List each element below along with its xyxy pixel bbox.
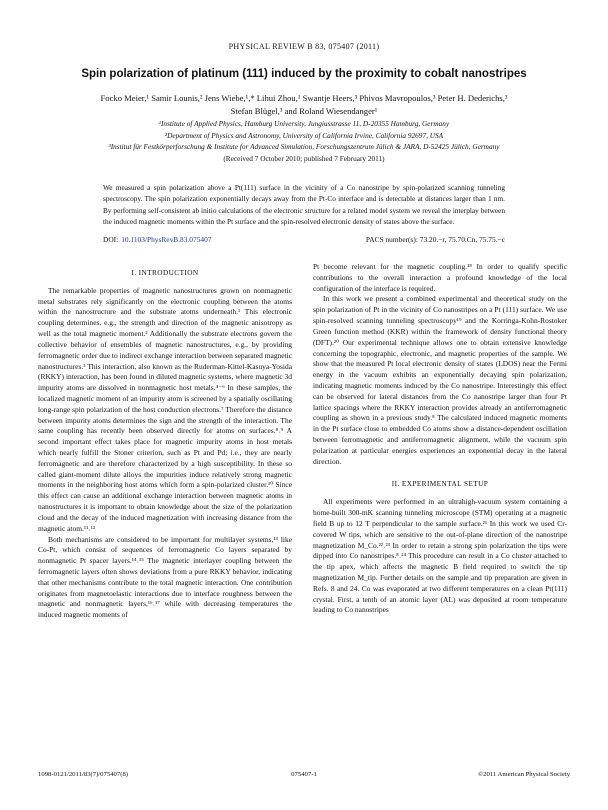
affiliations: [30, 118, 578, 164]
abstract: We measured a spin polarization above a Pt(111) surface in the vicinity of a Co nanostripe by spin-polarized scanning tunneling spectroscopy. The spin polarization exponentially decays away from the Pt-Co interface and is detectable at distances larger than 1 nm. By performing self-consistent ab initio calculations of the electronic structure for a related model system we reveal the interplay between the induced magnetic moments within the Pt surface and the spin-resolved electronic density of states above the surface.: [103, 183, 505, 226]
doi-line: [103, 235, 505, 244]
affiliation-1: ¹Institute of Applied Physics, Hamburg University, Jungiusstrasse 11, D-20355 Hamburg, Germany: [158, 119, 450, 128]
affiliation-2: ²Department of Physics and Astronomy, University of California Irvine, California 92697, USA: [164, 130, 444, 140]
left-column: [38, 262, 292, 621]
section-heading-setup: II. EXPERIMENTAL SETUP: [391, 479, 489, 489]
authors-line-2: Stefan Blügel,³ and Roland Wiesendanger¹: [230, 106, 378, 116]
setup-paragraph-1: All experiments were performed in an ultrahigh-vacuum system containing a home-built 300-mK scanning tunneling microscope (STM) operating at a magnetic field B up to 12 T perpendicular to the sample surface.²¹ In this work we used Cr-covered W tips, which are sensitive to the out-of-plane direction of the nanostripe magnetization M_Co.²²˒²³ In order to retain a strong spin polarization the tips were dipped into Co nanostripes.⁸˒²⁴ This procedure can result in a Co cluster attached to the tip apex, which affects the magnetic B field required to switch the tip magnetization M_tip. Further details on the sample and tip preparation are given in Refs. 8 and 24. Co was evaporated at two different temperatures on a clean Pt(111) crystal. First, a tenth of an atomic layer (AL) was deposited at room temperature leading to Co nanostripes: [313, 497, 567, 615]
footer-page-number: 075407-1: [291, 771, 317, 778]
doi-link[interactable]: 10.1103/PhysRevB.83.075407: [121, 235, 212, 244]
received-date: (Received 7 October 2010; published 7 February 2011): [223, 153, 385, 163]
right-column: [313, 262, 567, 616]
authors-line-1: Focko Meier,¹ Samir Lounis,² Jens Wiebe,¹,* Lihui Zhou,¹ Swantje Heers,³ Phivos Mavropoulos,³ Peter H. Dederichs,³: [100, 93, 508, 103]
author-list: [40, 92, 568, 118]
page-footer: [38, 771, 570, 778]
affiliation-3: ³Institut für Festkörperforschung & Institute for Advanced Simulation, Forschungszentrum Jülich & JARA, D-52425 Jülich, Germany: [108, 142, 500, 151]
section-heading-introduction: I. INTRODUCTION: [131, 268, 199, 277]
pacs-numbers: PACS number(s): 73.20.−r, 75.70.Cn, 75.75.−c: [365, 235, 505, 244]
running-head: PHYSICAL REVIEW B 83, 075407 (2011): [228, 42, 380, 51]
doi-label: DOI:: [103, 235, 119, 244]
intro-paragraph-3: Pt become relevant for the magnetic coupling.¹⁸ In order to qualify specific contributions to the overall interaction a profound knowledge of the local configuration of the interface is required.: [313, 262, 567, 293]
article-title: Spin polarization of platinum (111) induced by the proximity to cobalt nanostripes: [81, 68, 527, 80]
intro-paragraph-1: The remarkable properties of magnetic nanostructures grown on nonmagnetic metal substrates rely significantly on the electronic coupling between the atoms within the nanostructure and the substrate atoms underneath.¹ This electronic coupling determines, e.g., the strength and direction of the magnetic anisotropy as well as the total magnetic moment.² Additionally the substrate electrons govern the collective behavior of ensembles of magnetic nanostructures, e.g., by providing ferromagnetic order due to indirect exchange interaction between separated magnetic nanostructures.³ This interaction, also known as the Ruderman-Kittel-Kasuya-Yosida (RKKY) interaction, has been found in diluted magnetic systems, where magnetic 3d impurity atoms are dissolved in nonmagnetic host metals.⁴⁻⁶ In these samples, the localized magnetic moment of an impurity atom is screened by a spatially oscillating long-range spin polarization of the host conduction electrons.⁷ Therefore the distance between impurity atoms determines the sign and the strength of the interaction. The same coupling has recently been observed directly for atoms on surfaces.⁸˒⁹ A second important effect takes place for magnetic impurity atoms in host metals which nearly fulfill the Stoner criterion, such as Pt and Pd; i.e., they are nearly ferromagnetic and are therefore characterized by a high susceptibility. In these so called giant-moment dilute alloys the impurities induce relatively strong magnetic moments in the neighboring host atoms which form a spin-polarized cluster.¹⁰ Since this effect can cause an additional exchange interaction between magnetic atoms in nanostructures it is important to obtain knowledge about the size of the polarization cloud and the decay of the induced magnetization with increasing distance from the magnetic atom.¹¹˒¹²: [38, 285, 292, 533]
footer-copyright: ©2011 American Physical Society: [478, 771, 570, 778]
footer-issn: 1098-0121/2011/83(7)/075407(8): [38, 771, 129, 778]
intro-paragraph-4: In this work we present a combined experimental and theoretical study on the spin polarization of Pt in the vicinity of Co nanostripes on a Pt (111) surface. We use spin-resolved scanning tunneling spectroscopy¹⁹ and the Korringa-Kohn-Rostoker Green function method (KKR) within the framework of density functional theory (DFT).²⁰ Our experimental technique allows one to obtain extensive knowledge concerning the topographic, electronic, and magnetic properties of the sample. We show that the measured Pt local electronic density of states (LDOS) near the Fermi energy in the vacuum exhibits an exponentially decaying spin polarization, indicating magnetic moments induced by the Co nanostripe. Interestingly this effect can be observed for lateral distances from the Co nanostripe larger than four Pt lattice spacings where the RKKY interaction provides already an antiferromagnetic coupling as shown in a previous study.⁸ The calculated induced magnetic moments in the Pt surface close to embedded Co atoms show a distance-dependent oscillation between ferromagnetic and antiferromagnetic alignment, while the vacuum spin polarization at particular energies experiences an exponential decay in the lateral direction.: [313, 294, 567, 466]
intro-paragraph-2: Both mechanisms are considered to be important for multilayer systems,¹³ like Co-Pt, which consist of sequences of ferromagnetic Co layers separated by nonmagnetic Pt spacer layers.¹⁴˒¹⁵ The magnetic interlayer coupling between the ferromagnetic layers often shows deviations from a pure RKKY behavior, indicating that other mechanisms contribute to the total magnetic interaction. One contribution originates from magnetoelastic interactions due to interface roughness between the magnetic and nonmagnetic layers,¹⁶˒¹⁷ while with decreasing temperatures the induced magnetic moments of: [38, 534, 292, 620]
